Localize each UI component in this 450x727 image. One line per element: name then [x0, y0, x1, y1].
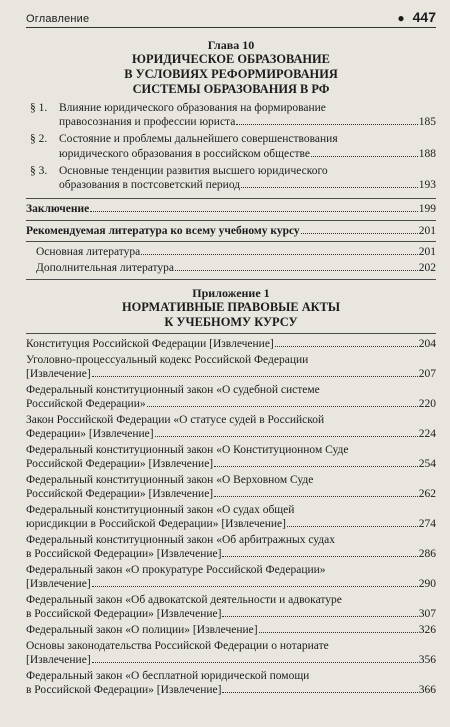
- separator-rule: [26, 279, 436, 280]
- entry-page: 201: [418, 224, 436, 237]
- entry-title: Дополнительная литература: [36, 262, 174, 275]
- entry-page: 188: [418, 147, 436, 160]
- chapter-sections: [26, 101, 436, 192]
- entry-text-line: Федерации» [Извлечение]: [26, 427, 154, 440]
- appendix-heading: [26, 286, 436, 330]
- dot-leader: [311, 156, 418, 157]
- dot-leader: [222, 616, 417, 617]
- toc-act-entry[interactable]: [26, 383, 436, 411]
- entry-page: 366: [418, 683, 436, 696]
- dot-leader: [214, 496, 418, 497]
- chapter-label: Глава 10: [207, 38, 255, 52]
- entry-page: 326: [418, 623, 436, 636]
- running-header-title: Оглавление: [26, 13, 90, 25]
- entry-page: 286: [418, 547, 436, 560]
- dot-leader: [275, 346, 418, 347]
- entry-page: 262: [418, 487, 436, 500]
- entry-title: Основная литература: [36, 246, 141, 259]
- entry-title: Заключение: [26, 203, 90, 216]
- entry-text-line: Российской Федерации» [Извлечение]: [26, 487, 214, 500]
- dot-leader: [222, 692, 417, 693]
- dot-leader: [92, 376, 418, 377]
- entry-title: Рекомендуемая литература ко всему учебному курсу: [26, 224, 300, 237]
- dot-leader: [241, 187, 418, 188]
- toc-act-entry[interactable]: [26, 593, 436, 621]
- toc-entry-recommended[interactable]: [26, 224, 436, 238]
- page-number: 447: [412, 9, 436, 25]
- toc-entry-conclusion[interactable]: [26, 202, 436, 216]
- entry-page: 185: [418, 116, 436, 129]
- entry-page: 202: [418, 262, 436, 275]
- entry-text-line: Основы законодательства Российской Федерации о нотариате: [26, 639, 329, 652]
- entry-text-line: Федеральный конституционный закон «О судебной системе: [26, 383, 320, 396]
- appendix-title-line: НОРМАТИВНЫЕ ПРАВОВЫЕ АКТЫ: [121, 299, 341, 314]
- entry-text-line: в Российской Федерации» [Извлечение]: [26, 683, 222, 696]
- dot-leader: [155, 436, 418, 437]
- toc-act-entry[interactable]: [26, 473, 436, 501]
- appendix-label: Приложение 1: [192, 285, 270, 300]
- dot-leader: [287, 526, 418, 527]
- entry-text-line: Федеральный закон «О бесплатной юридической помощи: [26, 669, 310, 682]
- toc-act-entry[interactable]: [26, 413, 436, 441]
- appendix-acts-list: [26, 337, 436, 697]
- separator-rule: [26, 220, 436, 221]
- chapter-title-line: ЮРИДИЧЕСКОЕ ОБРАЗОВАНИЕ: [132, 52, 330, 66]
- toc-act-entry[interactable]: [26, 639, 436, 667]
- running-header: [26, 0, 436, 28]
- chapter-title-line: СИСТЕМЫ ОБРАЗОВАНИЯ В РФ: [132, 82, 330, 96]
- entry-page: 201: [418, 246, 436, 259]
- entry-text-line: Федеральный закон «О полиции» [Извлечение]: [26, 623, 258, 636]
- dot-leader: [92, 586, 418, 587]
- entry-text-line: образования в постсоветский период: [59, 179, 241, 192]
- entry-page: 199: [418, 203, 436, 216]
- entry-text-line: Российской Федерации» [Извлечение]: [26, 457, 214, 470]
- dot-leader: [259, 632, 418, 633]
- toc-act-entry[interactable]: [26, 623, 436, 637]
- entry-text-line: Уголовно-процессуальный кодекс Российской Федерации: [26, 353, 309, 366]
- entry-text-line: Закон Российской Федерации «О статусе судей в Российской: [26, 413, 325, 426]
- dot-leader: [92, 662, 418, 663]
- entry-text-line: правосознания и профессии юриста: [59, 116, 236, 129]
- dot-leader: [147, 406, 418, 407]
- entry-text-line: Федеральный конституционный закон «О судах общей: [26, 503, 295, 516]
- entry-page: 220: [418, 397, 436, 410]
- entry-page: 290: [418, 577, 436, 590]
- entry-page: 274: [418, 517, 436, 530]
- entry-text-line: Федеральный конституционный закон «О Верховном Суде: [26, 473, 314, 486]
- entry-text-line: Влияние юридического образования на формирование: [59, 102, 326, 114]
- dot-leader: [236, 124, 417, 125]
- entry-text-line: [Извлечение]: [26, 577, 91, 590]
- section-number: § 2.: [30, 133, 48, 146]
- toc-act-entry[interactable]: [26, 563, 436, 591]
- toc-act-entry[interactable]: [26, 443, 436, 471]
- toc-act-entry[interactable]: [26, 337, 436, 351]
- toc-act-entry[interactable]: [26, 503, 436, 531]
- separator-rule: [26, 241, 436, 242]
- toc-act-entry[interactable]: [26, 669, 436, 697]
- separator-rule: [26, 198, 436, 199]
- bullet-icon: ●: [397, 11, 405, 25]
- dot-leader: [214, 466, 418, 467]
- entry-text-line: Федеральный закон «О прокуратуре Российской Федерации»: [26, 563, 326, 576]
- entry-page: 254: [418, 457, 436, 470]
- entry-text-line: Конституция Российской Федерации [Извлечение]: [26, 337, 274, 350]
- separator-rule: [26, 333, 436, 334]
- entry-text-line: [Извлечение]: [26, 367, 91, 380]
- toc-act-entry[interactable]: [26, 353, 436, 381]
- entry-text-line: Состояние и проблемы дальнейшего совершенствования: [59, 133, 338, 146]
- toc-section-entry[interactable]: [26, 101, 436, 129]
- dot-leader: [175, 270, 418, 271]
- entry-text-line: юридического образования в российском обществе: [59, 147, 310, 160]
- dot-leader: [141, 254, 418, 255]
- entry-text-line: в Российской Федерации» [Извлечение]: [26, 547, 222, 560]
- section-number: § 1.: [30, 102, 48, 114]
- appendix-title-line: К УЧЕБНОМУ КУРСУ: [164, 314, 298, 329]
- entry-text-line: Российской Федерации»: [26, 397, 146, 410]
- entry-page: 204: [418, 337, 436, 350]
- toc-act-entry[interactable]: [26, 533, 436, 561]
- entry-page: 356: [418, 653, 436, 666]
- entry-text-line: юрисдикции в Российской Федерации» [Извлечение]: [26, 517, 286, 530]
- chapter-title-line: В УСЛОВИЯХ РЕФОРМИРОВАНИЯ: [124, 67, 338, 81]
- entry-page: 193: [418, 179, 436, 192]
- entry-text-line: Федеральный конституционный закон «Об арбитражных судах: [26, 533, 336, 546]
- toc-section-entry[interactable]: [26, 132, 436, 160]
- toc-section-entry[interactable]: [26, 164, 436, 192]
- entry-text-line: Основные тенденции развития высшего юридического: [59, 164, 328, 177]
- dot-leader: [222, 556, 417, 557]
- entry-text-line: Федеральный закон «Об адвокатской деятельности и адвокатуре: [26, 593, 342, 606]
- entry-page: 307: [418, 607, 436, 620]
- toc-subentry[interactable]: [26, 261, 436, 275]
- entry-page: 207: [418, 367, 436, 380]
- dot-leader: [301, 233, 418, 234]
- entry-text-line: в Российской Федерации» [Извлечение]: [26, 607, 222, 620]
- toc-subentry[interactable]: [26, 245, 436, 259]
- entry-page: 224: [418, 427, 436, 440]
- section-number: § 3.: [30, 164, 48, 177]
- entry-text-line: Федеральный конституционный закон «О Конституционном Суде: [26, 443, 349, 456]
- chapter-heading: [26, 38, 436, 97]
- dot-leader: [90, 211, 418, 212]
- entry-text-line: [Извлечение]: [26, 653, 91, 666]
